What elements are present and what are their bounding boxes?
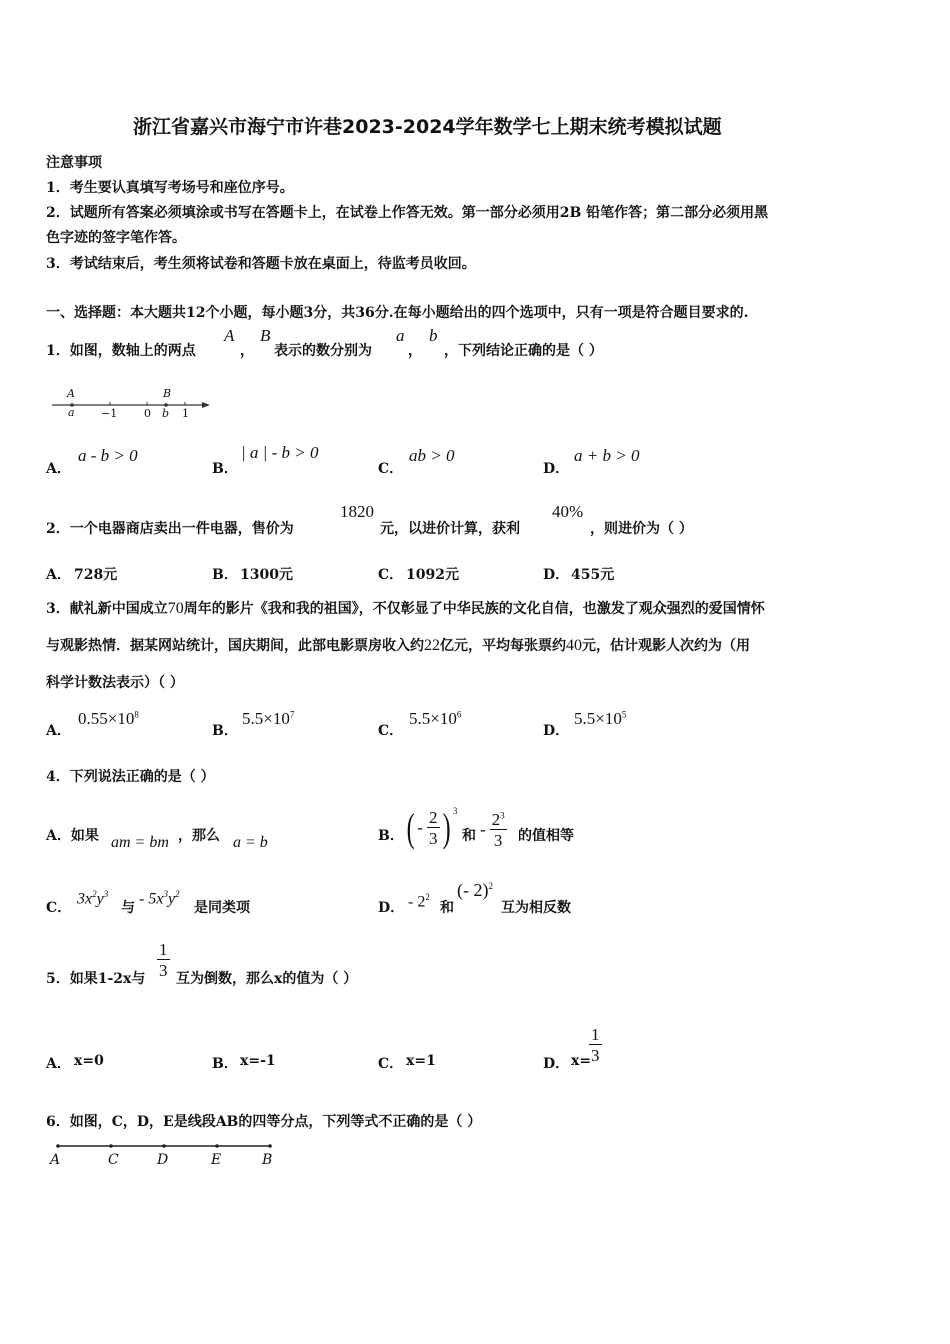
q4-option-C-term1 xyxy=(77,889,108,908)
q5-den: 3 xyxy=(159,961,168,980)
q4-b-den: 3 xyxy=(429,829,438,848)
q5-option-D-fraction xyxy=(589,1026,602,1064)
q3-option-B xyxy=(242,709,294,729)
q3-option-D-base: 5.5×10 xyxy=(574,709,622,728)
section-heading: 一、选择题：本大题共12个小题，每小题3分，共36分.在每小题给出的四个选项中，只有一项是符合题目要求的. xyxy=(46,305,749,321)
q5-d-frac xyxy=(589,1026,602,1064)
q5-d-den: 3 xyxy=(591,1046,600,1065)
notes-heading: 注意事项 xyxy=(46,155,102,171)
q4-b-fraction xyxy=(427,809,440,847)
q5-option-A: x=0 xyxy=(74,1053,104,1069)
q1-text-2: 表示的数分别为 xyxy=(274,343,372,359)
q4-b-exp: 3 xyxy=(452,806,458,816)
notes-item-2: 2．试题所有答案必须填涂或书写在答题卡上，在试卷上作答无效。第一部分必须用2B 铅笔作答；第二部分必须用黑 xyxy=(46,205,769,221)
q3-line-2 xyxy=(46,635,750,655)
q4-option-A-mid: ，那么 xyxy=(178,828,220,844)
notes-item-2-cont: 色字迹的签字笔作答。 xyxy=(46,230,186,246)
q4-option-C-term2 xyxy=(139,889,180,908)
axis-tick-a: a xyxy=(68,406,75,419)
q3-option-A-base: 0.55×10 xyxy=(78,709,135,728)
q1-option-D: a + b > 0 xyxy=(574,446,640,465)
q3-option-D-label: D． xyxy=(543,723,570,739)
q4-option-D-term2 xyxy=(457,880,493,901)
q1-option-A-label: A． xyxy=(46,461,71,477)
q2-text-1: 2．一个电器商店卖出一件电器，售价为 xyxy=(46,521,294,537)
q3-option-A-exp: 8 xyxy=(134,709,139,720)
q4-option-D-label: D． xyxy=(378,900,405,916)
q6-point-B: B xyxy=(262,1152,273,1168)
q1-text-3: ，下列结论正确的是（ ） xyxy=(444,343,603,359)
q3-option-D xyxy=(574,709,626,729)
q4-c-e1: 2 xyxy=(92,889,97,899)
q4-option-D-tail: 互为相反数 xyxy=(501,900,571,916)
q2-option-B-label: B． xyxy=(212,567,238,583)
q2-option-C-label: C． xyxy=(378,567,404,583)
q5-option-A-label: A． xyxy=(46,1056,71,1072)
q5-text-2: 互为倒数，那么x的值为（ ） xyxy=(176,971,358,987)
q3-num-22: 22 xyxy=(424,637,440,654)
q4-b2-neg: - xyxy=(480,820,486,839)
q2-text-3: ，则进价为（ ） xyxy=(590,521,693,537)
q2-option-A-label: A． xyxy=(46,567,71,583)
q4-c-t4: y xyxy=(167,890,176,908)
q2-text-2: 元，以进价计算，获利 xyxy=(380,521,520,537)
q3-option-C-label: C． xyxy=(378,723,404,739)
q4-b-neg: - xyxy=(417,818,423,837)
q4-d-t1: - 2 xyxy=(408,893,426,911)
q3-option-B-base: 5.5×10 xyxy=(242,709,290,728)
notes-item-1: 1．考生要认真填写考场号和座位序号。 xyxy=(46,180,294,196)
q4-option-D-mid: 和 xyxy=(440,900,454,916)
q4-b2-den: 3 xyxy=(493,831,503,850)
q3-text-2b: 亿元，平均每张票约 xyxy=(440,638,566,654)
q4-option-C-label: C． xyxy=(46,900,72,916)
q1-option-D-label: D． xyxy=(543,461,570,477)
axis-tick-0: 0 xyxy=(144,407,151,420)
q2-option-B: 1300元 xyxy=(240,567,293,583)
q1-comma-2: ， xyxy=(408,343,422,359)
q5-text-1: 5．如果1-2x与 xyxy=(46,971,146,987)
q4-b2-num: 2 xyxy=(491,810,501,829)
axis-label-B: B xyxy=(163,387,172,400)
q6-stem: 6．如图，C，D，E是线段AB的四等分点，下列等式不正确的是（ ） xyxy=(46,1114,482,1130)
q2-option-D-label: D． xyxy=(543,567,570,583)
q4-d-e1: 2 xyxy=(425,892,430,902)
q2-option-D: 455元 xyxy=(571,567,615,583)
axis-label-A: A xyxy=(67,387,75,400)
q4-option-C-mid: 与 xyxy=(121,900,135,916)
q1-option-A: a - b > 0 xyxy=(78,446,138,465)
q4-b2-fraction xyxy=(490,811,507,849)
q3-text-2a: 与观影热情．据某网站统计，国庆期间，此部电影票房收入约 xyxy=(46,638,424,654)
page-title: 浙江省嘉兴市海宁市许巷2023-2024学年数学七上期末统考模拟试题 xyxy=(133,116,722,138)
q4-option-A-label: A．如果 xyxy=(46,828,99,844)
notes-item-3: 3．考试结束后，考生须将试卷和答题卡放在桌面上，待监考员收回。 xyxy=(46,256,476,272)
q4-option-A-eq2: a = b xyxy=(233,834,268,851)
axis-tick-1: 1 xyxy=(182,407,189,420)
q1-text-1: 1．如图，数轴上的两点 xyxy=(46,343,196,359)
q1-option-B-label: B． xyxy=(212,461,238,477)
q1-point-A: A xyxy=(224,326,235,345)
q4-c-e3: 3 xyxy=(163,889,168,899)
q4-option-B-expr2 xyxy=(480,806,507,854)
q3-option-C xyxy=(409,709,461,729)
q3-option-B-exp: 7 xyxy=(289,709,295,720)
q4-option-C-tail: 是同类项 xyxy=(194,900,250,916)
q3-line-1 xyxy=(46,598,765,618)
q4-option-B-tail: 的值相等 xyxy=(518,828,574,844)
q4-b-rparen: ) xyxy=(442,805,451,850)
q5-option-C-label: C． xyxy=(378,1056,404,1072)
q4-option-A-eq1: am = bm xyxy=(111,834,169,851)
q6-point-C: C xyxy=(108,1152,119,1168)
q2-percent: 40% xyxy=(552,502,584,521)
q6-point-A: A xyxy=(50,1152,61,1168)
q5-d-num: 1 xyxy=(591,1025,600,1044)
q1-option-C: ab > 0 xyxy=(409,446,455,465)
q5-option-D-label: D． xyxy=(543,1056,570,1072)
q3-text-1b: 周年的影片《我和我的祖国》，不仅彰显了中华民族的文化自信，也激发了观众强烈的爱国情怀 xyxy=(183,601,765,617)
q3-option-B-label: B． xyxy=(212,723,238,739)
q5-option-B-label: B． xyxy=(212,1056,238,1072)
q5-option-C: x=1 xyxy=(406,1053,436,1069)
q4-b-lparen: ( xyxy=(406,805,415,850)
q3-line-3: 科学计数法表示）（ ） xyxy=(46,675,184,691)
q3-option-D-exp: 5 xyxy=(621,709,627,720)
q2-price: 1820 xyxy=(340,502,374,521)
q4-c-e4: 2 xyxy=(175,889,180,899)
q6-point-D: D xyxy=(157,1152,169,1168)
q3-text-2c: 元，估计观影人次约为（用 xyxy=(582,638,750,654)
q5-fraction xyxy=(157,941,170,979)
axis-tick-b: b xyxy=(162,407,170,420)
q4-c-t1: 3x xyxy=(77,890,93,908)
q4-c-e2: 3 xyxy=(103,889,109,899)
q3-option-A xyxy=(78,709,139,729)
q4-option-D-term1 xyxy=(408,892,430,911)
q4-b-num: 2 xyxy=(429,808,438,827)
q4-stem: 4．下列说法正确的是（ ） xyxy=(46,769,215,785)
axis-tick-minus1: −1 xyxy=(101,407,118,420)
q4-b2-num-exp: 3 xyxy=(500,810,505,821)
q1-var-a: a xyxy=(396,326,405,345)
q4-c-t2: y xyxy=(96,890,104,908)
q1-var-b: b xyxy=(429,326,438,345)
q3-text-1a: 3．献礼新中国成立 xyxy=(46,601,168,617)
q4-d-e2: 2 xyxy=(488,881,493,891)
q6-point-E: E xyxy=(211,1152,222,1168)
q4-b2-num-wrap xyxy=(490,811,507,830)
q5-option-B: x=-1 xyxy=(240,1053,276,1069)
q4-c-t3: - 5x xyxy=(139,890,164,908)
q3-num-40: 40 xyxy=(566,637,582,654)
q3-num-70: 70 xyxy=(167,600,184,617)
q3-option-A-label: A． xyxy=(46,723,71,739)
q1-option-C-label: C． xyxy=(378,461,404,477)
q2-option-A: 728元 xyxy=(74,567,118,583)
q1-point-B: B xyxy=(260,326,271,345)
q4-d-t2: (- 2) xyxy=(457,880,489,900)
q3-option-C-exp: 6 xyxy=(456,709,462,720)
q4-option-B-label: B． xyxy=(378,828,404,844)
q4-option-B-expr xyxy=(404,800,457,856)
q1-option-B: | a | - b > 0 xyxy=(241,443,319,462)
q4-option-B-and: 和 xyxy=(462,828,476,844)
q5-frac xyxy=(157,941,170,979)
q5-option-D: x= xyxy=(571,1053,592,1069)
q3-option-C-base: 5.5×10 xyxy=(409,709,457,728)
q5-num: 1 xyxy=(159,940,168,959)
q2-option-C: 1092元 xyxy=(406,567,459,583)
q1-comma-1: ， xyxy=(240,343,254,359)
